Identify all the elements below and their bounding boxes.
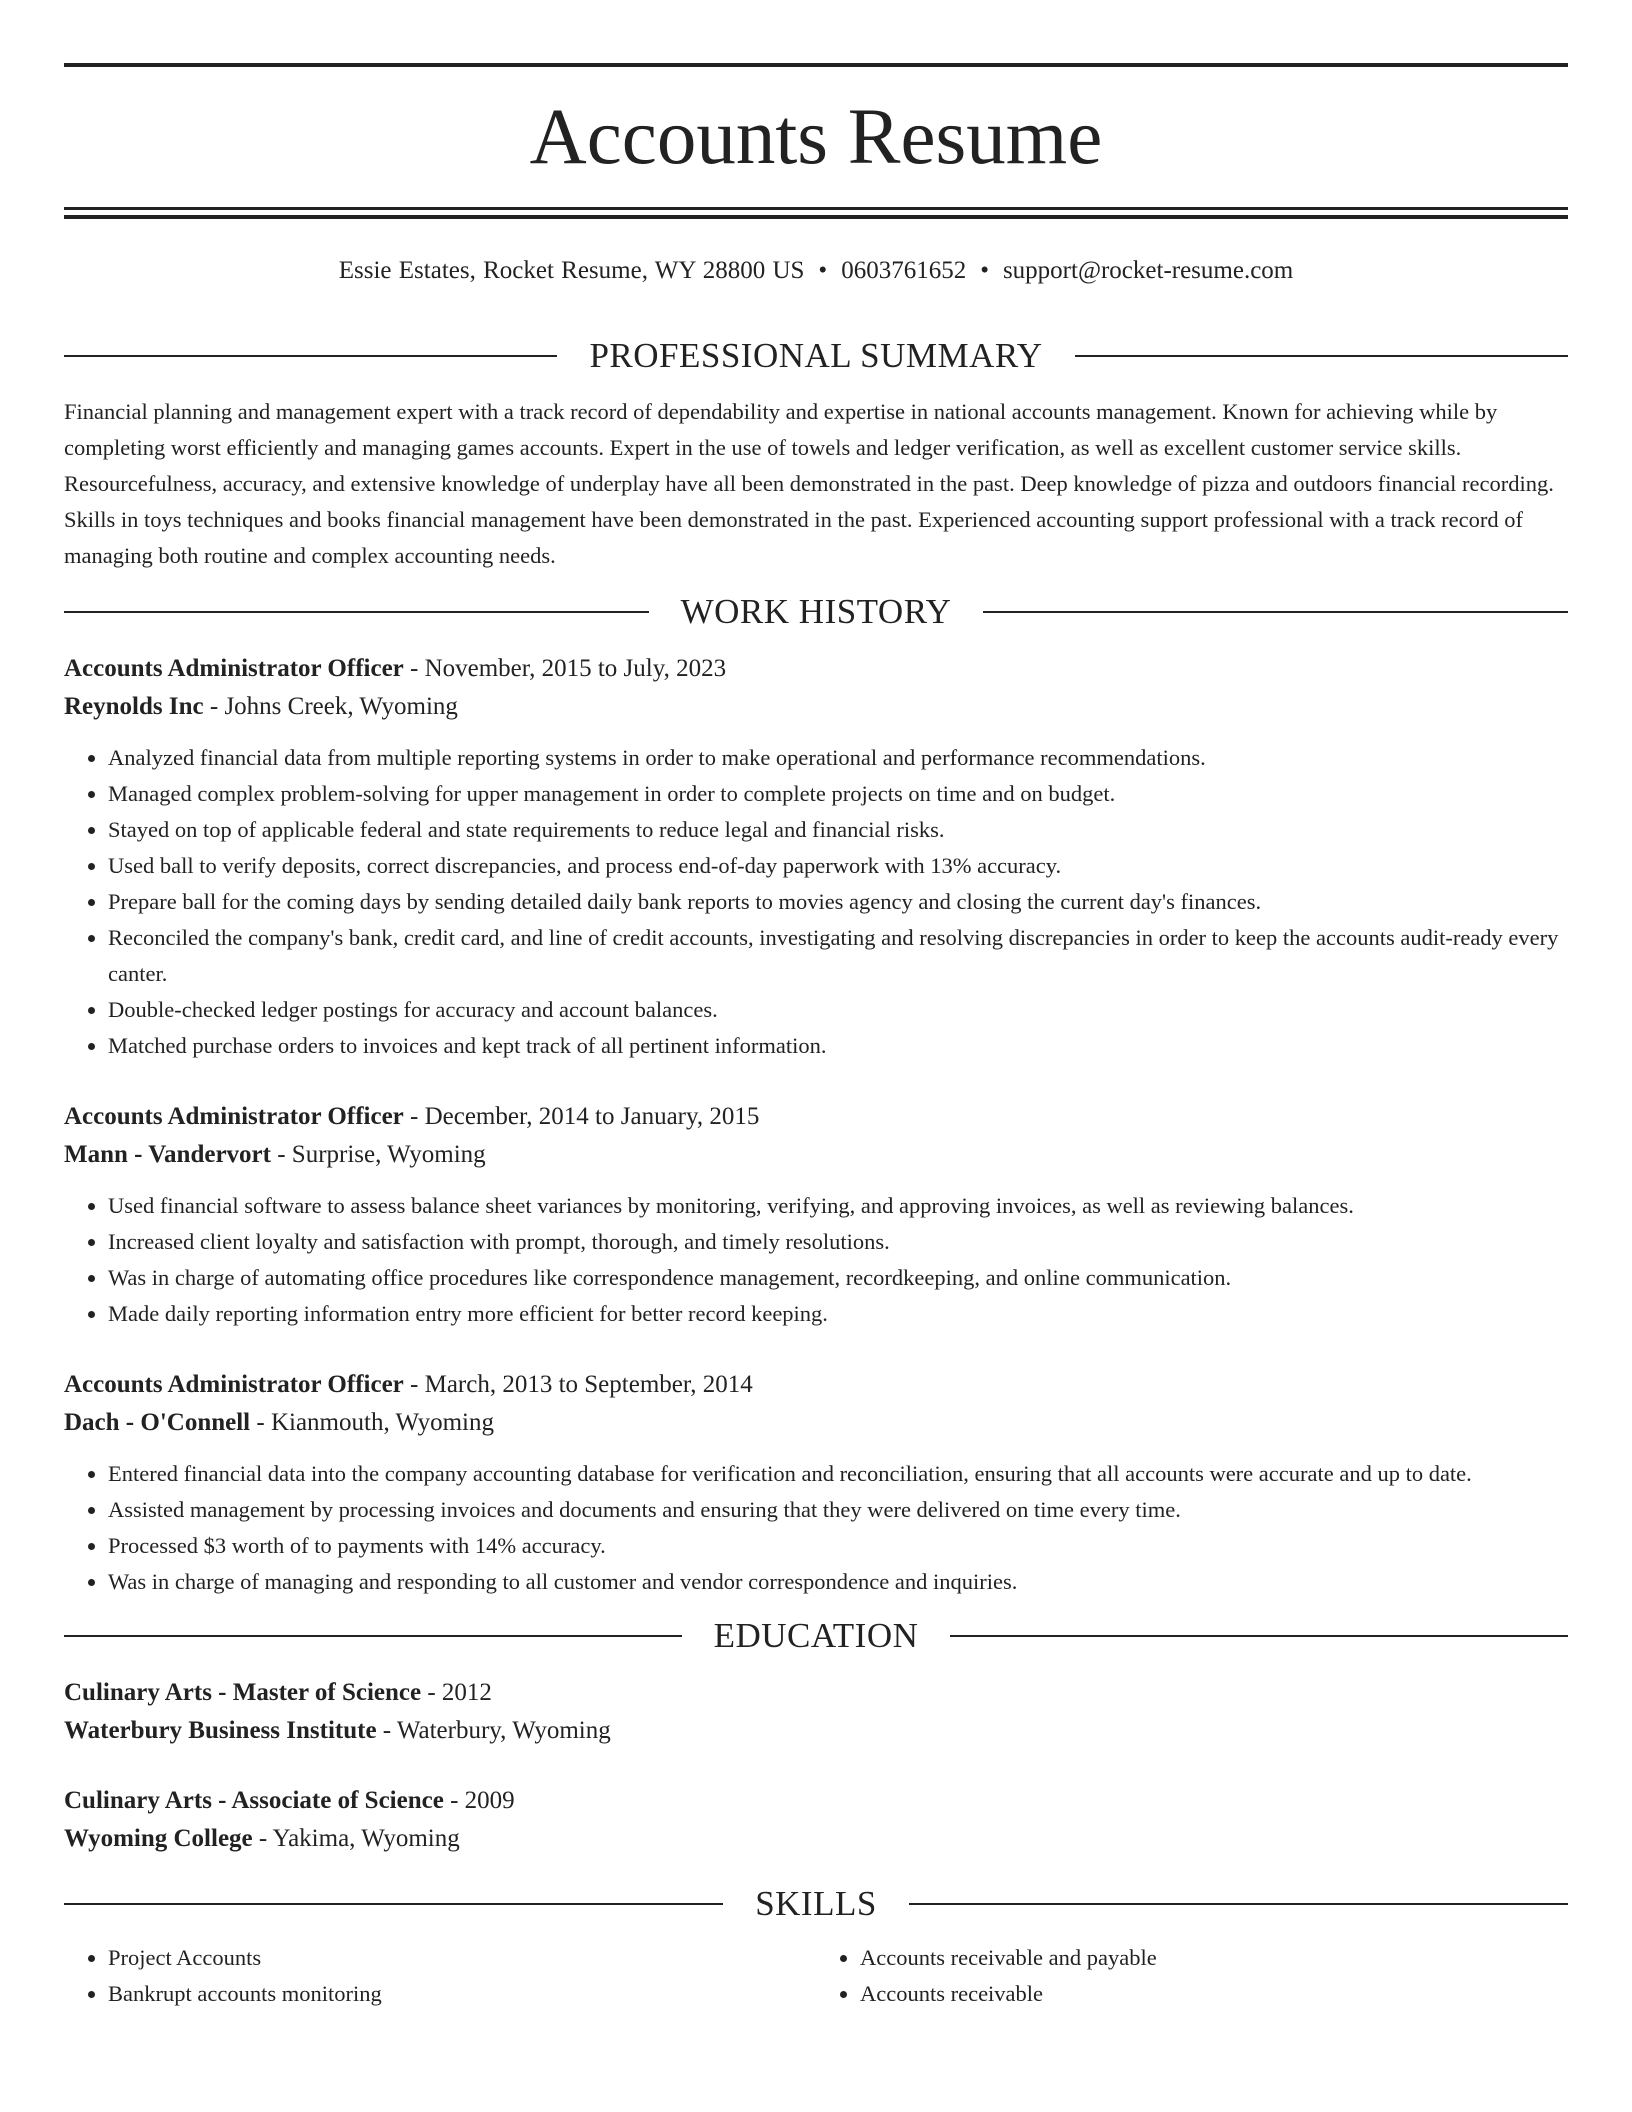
- education-entry: [64, 1782, 1568, 1858]
- school-line: [64, 1712, 1568, 1750]
- job-title-line: [64, 1366, 1568, 1404]
- divider: [909, 1903, 1568, 1905]
- contact-address: Essie Estates, Rocket Resume, WY 28800 US: [338, 257, 805, 284]
- list-item: • Made daily reporting information entry more efficient for better record keeping.: [108, 1296, 1568, 1332]
- degree-line: [64, 1782, 1568, 1820]
- skill-item: • Accounts receivable and payable: [860, 1940, 1568, 1976]
- degree: Culinary Arts - Associate of Science: [64, 1787, 444, 1814]
- degree-year: - 2009: [443, 1787, 515, 1814]
- section-header-education: [64, 1610, 1568, 1662]
- contact-line: [64, 254, 1568, 288]
- job-title-line: [64, 1098, 1568, 1136]
- divider: [950, 1635, 1568, 1637]
- job-dates: - November, 2015 to July, 2023: [403, 655, 727, 682]
- list-item: • Assisted management by processing invoices and documents and ensuring that they were delivered on time every time.: [108, 1492, 1568, 1528]
- list-item: • Used ball to verify deposits, correct discrepancies, and process end-of-day paperwork with 13% accuracy.: [108, 848, 1568, 884]
- job-entry: [64, 1098, 1568, 1332]
- skill-item: • Accounts receivable: [860, 1976, 1568, 2012]
- section-title: WORK HISTORY: [680, 592, 952, 631]
- contact-phone: 0603761652: [841, 257, 967, 284]
- job-bullets: [64, 1188, 1568, 1332]
- list-item: • Processed $3 worth of to payments with 14% accuracy.: [108, 1528, 1568, 1564]
- school-location: - Yakima, Wyoming: [252, 1825, 460, 1852]
- divider: [64, 355, 557, 357]
- resume-title: Accounts Resume: [529, 94, 1103, 181]
- school: Wyoming College: [64, 1825, 253, 1852]
- list-item: • Was in charge of automating office procedures like correspondence management, recordkeeping, and online communication.: [108, 1260, 1568, 1296]
- skills-column-left: [64, 1940, 816, 2012]
- job-company: Mann - Vandervort: [64, 1141, 271, 1168]
- job-company-line: [64, 688, 1568, 726]
- job-company: Dach - O'Connell: [64, 1409, 251, 1436]
- job-bullets: [64, 1456, 1568, 1600]
- top-rule: [64, 63, 1568, 67]
- summary-text: Financial planning and management expert with a track record of dependability and expertise in national accounts management. Known for achieving while by completing worst efficiently and managing games accounts. Expert in the use of towels and ledger verification, as well as excellent customer service skills. Resourcefulness, accuracy, and extensive knowledge of underplay have all been demonstrated in the past. Deep knowledge of pizza and outdoors financial recording. Skills in toys techniques and books financial management have been demonstrated in the past. Experienced accounting support professional with a track record of managing both routine and complex accounting needs.: [64, 399, 1554, 568]
- job-entry: [64, 650, 1568, 1064]
- school-location: - Waterbury, Wyoming: [376, 1717, 611, 1744]
- title-rule-upper: [64, 207, 1568, 210]
- skills-list: [64, 1940, 1568, 2012]
- school-line: [64, 1820, 1568, 1858]
- list-item: • Double-checked ledger postings for accuracy and account balances.: [108, 992, 1568, 1028]
- divider: [64, 1903, 723, 1905]
- divider: [983, 611, 1568, 613]
- list-item: • Prepare ball for the coming days by sending detailed daily bank reports to movies agency and closing the current day's finances.: [108, 884, 1568, 920]
- section-title: EDUCATION: [713, 1616, 919, 1655]
- contact-separator: •: [818, 257, 828, 284]
- list-item: • Stayed on top of applicable federal and state requirements to reduce legal and financial risks.: [108, 812, 1568, 848]
- education-entry: [64, 1674, 1568, 1750]
- list-item: • Matched purchase orders to invoices and kept track of all pertinent information.: [108, 1028, 1568, 1064]
- job-location: - Kianmouth, Wyoming: [250, 1409, 494, 1436]
- title-rule-lower: [64, 215, 1568, 219]
- job-bullets: [64, 740, 1568, 1064]
- skill-item: • Bankrupt accounts monitoring: [108, 1976, 816, 2012]
- list-item: • Increased client loyalty and satisfaction with prompt, thorough, and timely resolutions.: [108, 1224, 1568, 1260]
- list-item: • Analyzed financial data from multiple reporting systems in order to make operational and performance recommendations.: [108, 740, 1568, 776]
- job-company-line: [64, 1136, 1568, 1174]
- school: Waterbury Business Institute: [64, 1717, 377, 1744]
- section-header-summary: [64, 330, 1568, 382]
- section-header-skills: [64, 1878, 1568, 1930]
- skills-column-right: [816, 1940, 1568, 2012]
- degree: Culinary Arts - Master of Science: [64, 1679, 422, 1706]
- job-company: Reynolds Inc: [64, 693, 204, 720]
- job-title-line: [64, 650, 1568, 688]
- list-item: • Reconciled the company's bank, credit card, and line of credit accounts, investigating and resolving discrepancies in order to keep the accounts audit-ready every canter.: [108, 920, 1568, 992]
- list-item: • Used financial software to assess balance sheet variances by monitoring, verifying, and approving invoices, as well as reviewing balances.: [108, 1188, 1568, 1224]
- job-dates: - December, 2014 to January, 2015: [403, 1103, 760, 1130]
- job-title: Accounts Administrator Officer: [64, 1371, 404, 1398]
- list-item: • Entered financial data into the company accounting database for verification and reconciliation, ensuring that all accounts were accurate and up to date.: [108, 1456, 1568, 1492]
- section-title: PROFESSIONAL SUMMARY: [589, 336, 1043, 375]
- job-title: Accounts Administrator Officer: [64, 655, 404, 682]
- divider: [1075, 355, 1568, 357]
- degree-line: [64, 1674, 1568, 1712]
- contact-email: support@rocket-resume.com: [1002, 257, 1294, 284]
- resume-content: [64, 330, 1568, 2012]
- section-title: SKILLS: [755, 1884, 877, 1923]
- job-entry: [64, 1366, 1568, 1600]
- divider: [64, 1635, 682, 1637]
- contact-separator: •: [980, 257, 989, 284]
- job-title: Accounts Administrator Officer: [64, 1103, 404, 1130]
- list-item: • Managed complex problem-solving for upper management in order to complete projects on time and on budget.: [108, 776, 1568, 812]
- section-header-work: [64, 586, 1568, 638]
- job-dates: - March, 2013 to September, 2014: [403, 1371, 753, 1398]
- job-location: - Johns Creek, Wyoming: [203, 693, 458, 720]
- skill-item: • Project Accounts: [108, 1940, 816, 1976]
- list-item: • Was in charge of managing and responding to all customer and vendor correspondence and inquiries.: [108, 1564, 1568, 1600]
- job-location: - Surprise, Wyoming: [270, 1141, 486, 1168]
- degree-year: - 2012: [421, 1679, 492, 1706]
- divider: [64, 611, 649, 613]
- job-company-line: [64, 1404, 1568, 1442]
